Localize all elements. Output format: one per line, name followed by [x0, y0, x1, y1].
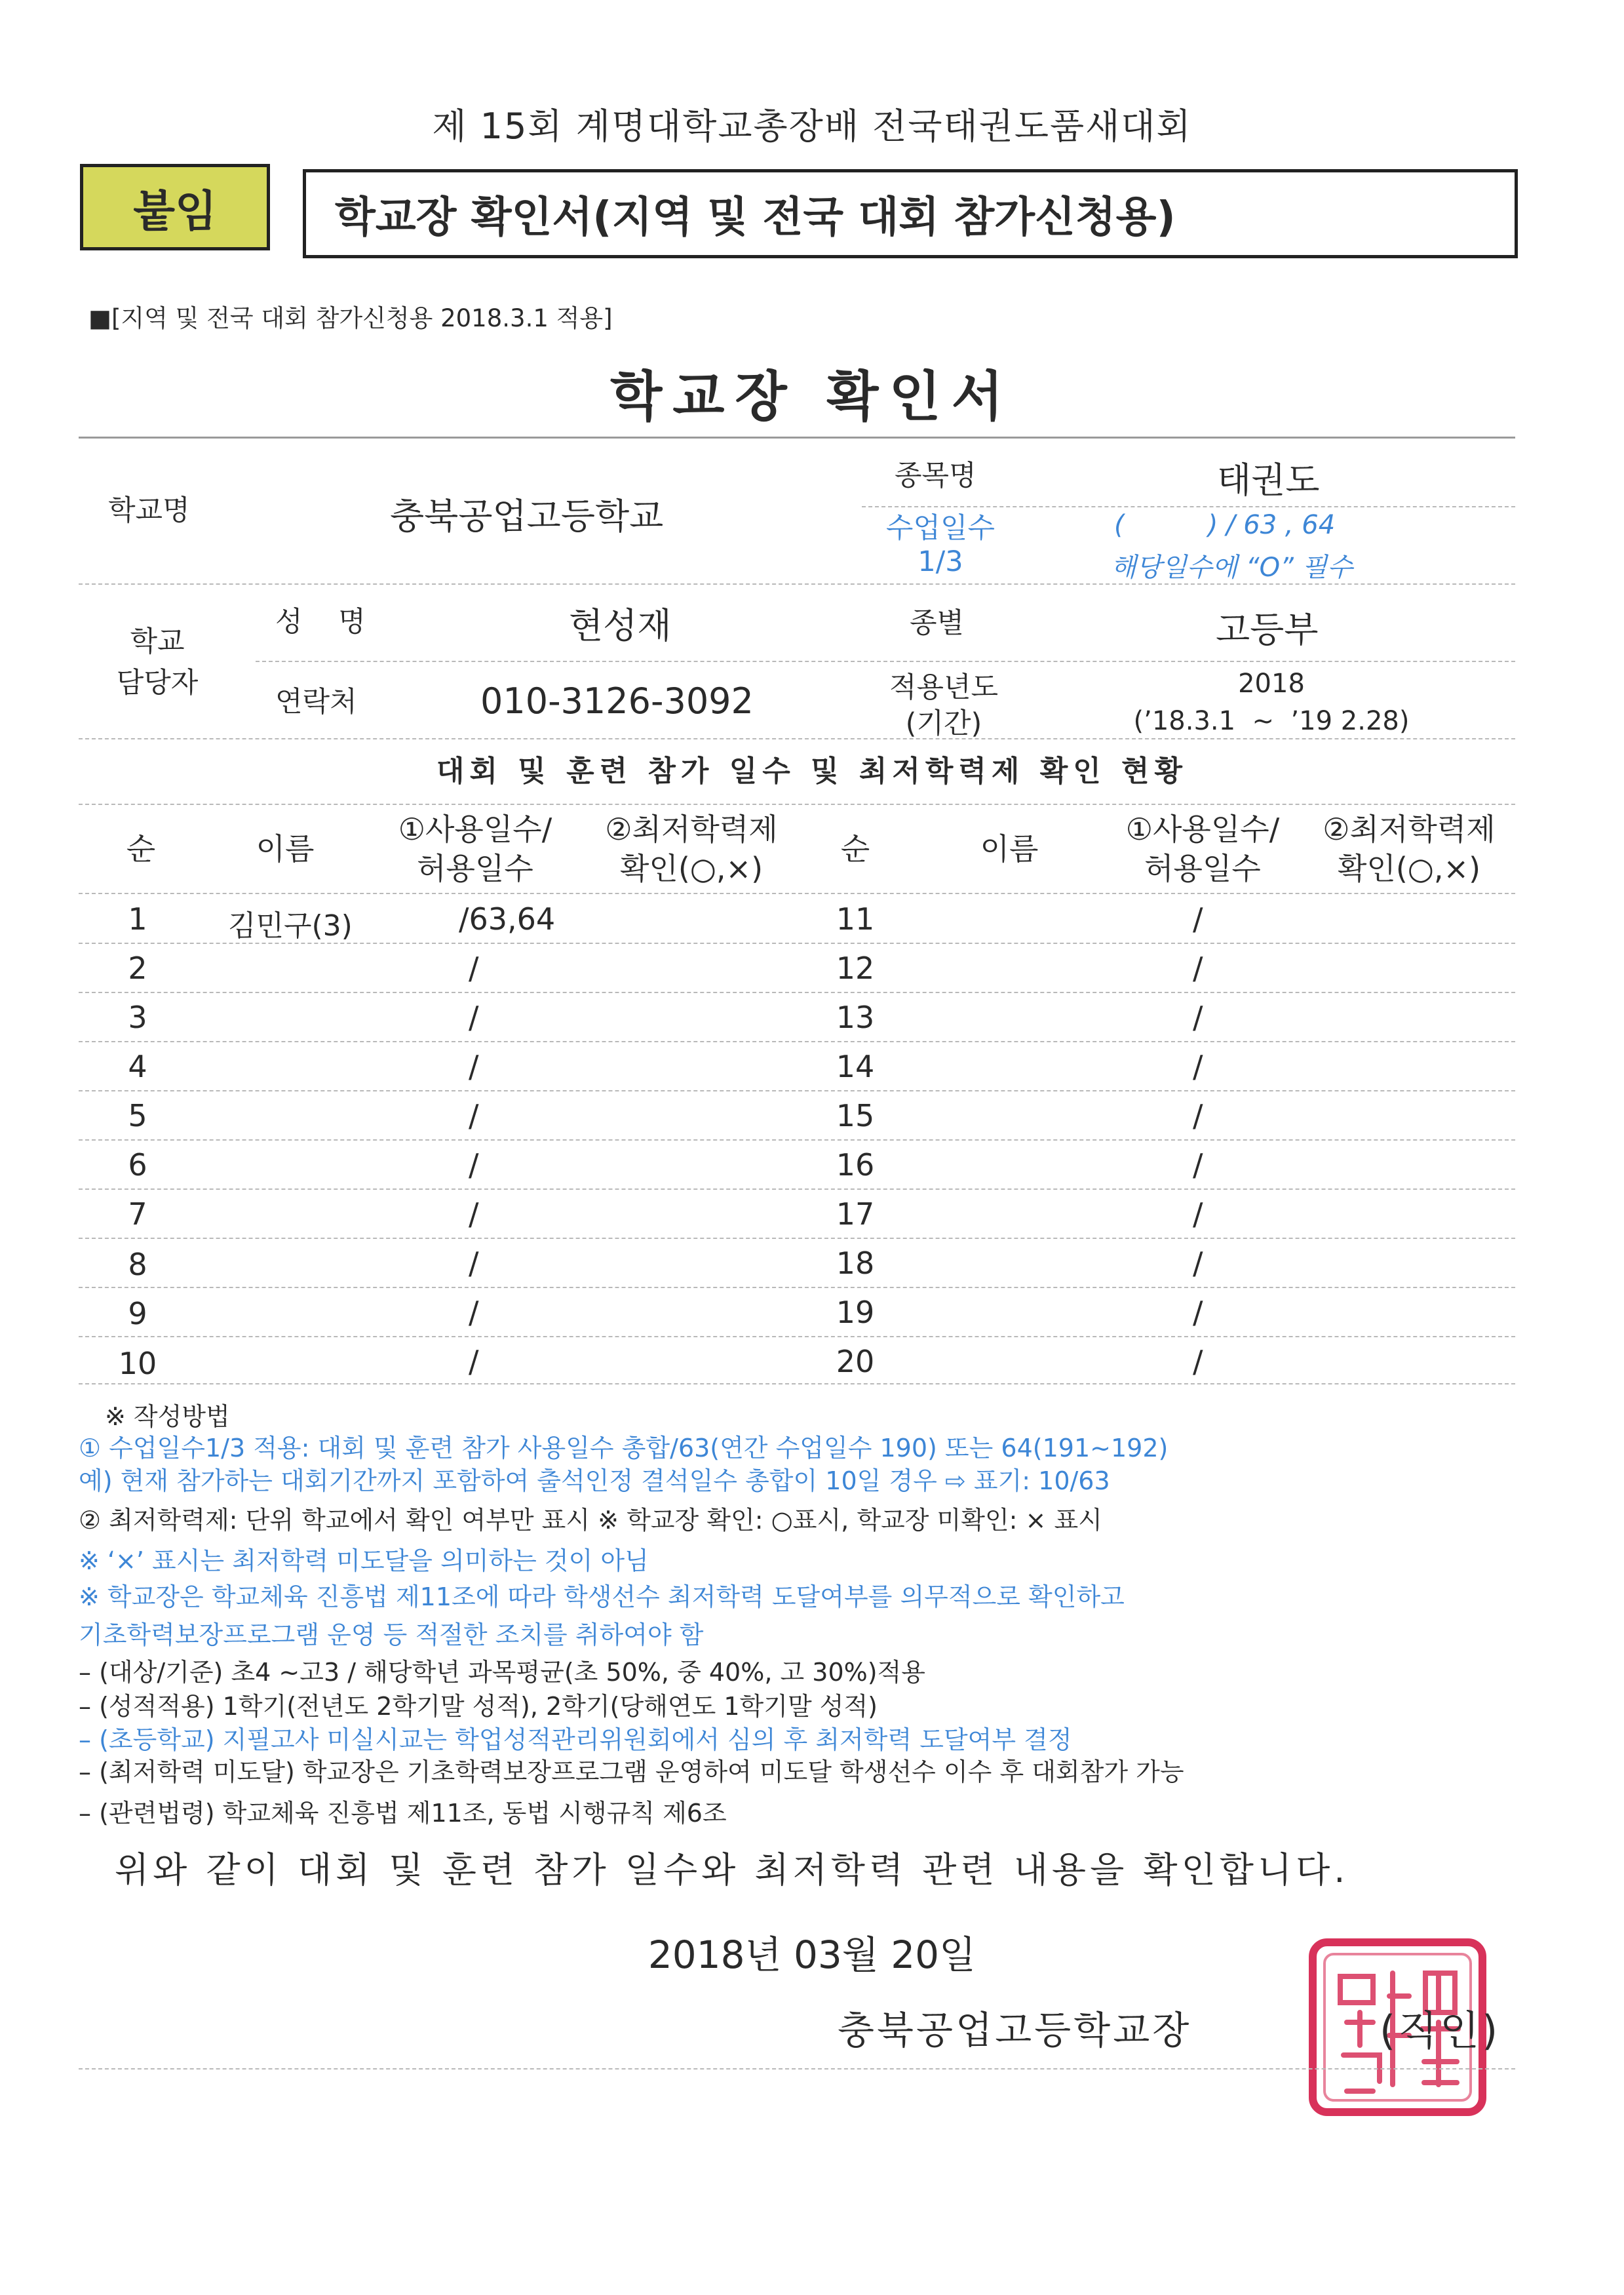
divider	[256, 661, 1515, 662]
sport-value: 태권도	[1217, 460, 1320, 501]
row-days: /	[469, 1344, 479, 1379]
school-name-label: 학교명	[108, 494, 190, 527]
row-no: 14	[836, 1049, 875, 1084]
row-days: /	[1193, 951, 1203, 986]
row-no: 6	[128, 1147, 147, 1183]
row-days: /	[1193, 1295, 1203, 1330]
banner-title: 학교장 확인서(지역 및 전국 대회 참가신청용)	[303, 169, 1518, 258]
instructions-heading: ※ 작성방법	[105, 1402, 230, 1431]
staff-label: 학교	[130, 625, 185, 658]
row-no: 13	[836, 1000, 875, 1035]
instruction-line: ※ ‘×’ 표시는 최저학력 미도달을 의미하는 것이 아님	[79, 1546, 649, 1575]
divider	[79, 804, 1515, 805]
divider	[79, 1238, 1515, 1239]
row-no: 15	[836, 1098, 875, 1133]
school-name-value: 충북공업고등학교	[390, 496, 664, 537]
class-days-note: 해당일수에 “O” 필수	[1111, 553, 1353, 583]
division-value: 고등부	[1216, 609, 1319, 650]
row-days: /	[469, 1196, 479, 1232]
event-title: 제 15회 계명대학교총장배 전국태권도품새대회	[432, 106, 1192, 147]
instruction-line: ※ 학교장은 학교체육 진흥법 제11조에 따라 학생선수 최저학력 도달여부를 의무적으로 확인하고	[79, 1582, 1125, 1611]
col-header-days: ①사용일수/	[398, 812, 552, 847]
divider	[79, 2068, 1515, 2069]
row-no: 17	[836, 1196, 875, 1232]
row-no: 19	[836, 1295, 875, 1330]
instruction-line: – (성적적용) 1학기(전년도 2학기말 성적), 2학기(당해연도 1학기말 성적)	[79, 1692, 878, 1721]
row-days: /	[469, 1246, 479, 1281]
year-period: (’18.3.1 ~ ’19 2.28)	[1133, 706, 1410, 736]
col-header-days-right-2: 허용일수	[1144, 851, 1261, 886]
divider	[79, 1383, 1515, 1384]
col-header-no-right: 순	[840, 831, 870, 867]
col-header-days-right: ①사용일수/	[1125, 812, 1280, 847]
row-no: 3	[128, 1000, 147, 1035]
row-days: /	[1193, 1196, 1203, 1232]
year-label-2: (기간)	[905, 707, 982, 740]
usage-table-title: 대회 및 훈련 참가 일수 및 최저학력제 확인 현황	[436, 755, 1188, 788]
year-value: 2018	[1238, 669, 1305, 699]
divider	[79, 1336, 1515, 1337]
row-no: 16	[836, 1147, 875, 1183]
row-no: 18	[836, 1246, 875, 1281]
instruction-line: – (대상/기준) 초4 ~고3 / 해당학년 과목평균(초 50%, 중 40%, 고 30%)적용	[79, 1658, 925, 1687]
contact-label: 연락처	[275, 686, 357, 718]
confirmation-statement: 위와 같이 대회 및 훈련 참가 일수와 최저학력 관련 내용을 확인합니다.	[115, 1849, 1349, 1891]
row-no: 9	[128, 1296, 147, 1331]
divider	[79, 1090, 1515, 1091]
row-days: /	[1193, 1098, 1203, 1133]
row-no: 12	[836, 951, 875, 986]
row-days: /	[1193, 901, 1203, 937]
row-days: /	[1193, 1344, 1203, 1379]
sport-label: 종목명	[895, 460, 976, 492]
staff-label-2: 담당자	[116, 667, 199, 699]
divider	[79, 1041, 1515, 1042]
instruction-line: 기초학력보장프로그램 운영 등 적절한 조치를 취하여야 함	[79, 1620, 704, 1649]
row-days: /	[469, 1098, 479, 1133]
rule-note: ■[지역 및 전국 대회 참가신청용 2018.3.1 적용]	[88, 304, 613, 332]
col-header-name-right: 이름	[980, 831, 1039, 867]
principal-signature-line: 충북공업고등학교장	[838, 2008, 1192, 2052]
instruction-line: – (최저학력 미도달) 학교장은 기초학력보장프로그램 운영하여 미도달 학생선수 이수 후 대회참가 가능	[79, 1757, 1184, 1786]
document-title: 학교장 확인서	[610, 366, 1014, 428]
row-days: /	[469, 951, 479, 986]
col-header-check-right-2: 확인(○,×)	[1337, 851, 1481, 886]
divider	[79, 1139, 1515, 1141]
divider	[79, 893, 1515, 894]
year-label: 적용년도	[889, 671, 999, 704]
division-label: 종별	[910, 607, 965, 640]
class-days-label: 수업일수	[885, 512, 996, 545]
instruction-line: ② 최저학력제: 단위 학교에서 확인 여부만 표시 ※ 학교장 확인: ○표시, 학교장 미확인: × 표시	[79, 1506, 1102, 1535]
row-no: 11	[836, 901, 875, 937]
col-header-check: ②최저학력제	[605, 812, 778, 847]
col-header-days-2: 허용일수	[417, 851, 533, 886]
issue-date: 2018년 03월 20일	[648, 1932, 976, 1977]
attachment-badge: 붙임	[80, 164, 270, 250]
instruction-line: ① 수업일수1/3 적용: 대회 및 훈련 참가 사용일수 총합/63(연간 수업일수 190) 또는 64(191~192)	[79, 1434, 1169, 1462]
row-days: /63,64	[459, 901, 556, 937]
row-days: /	[469, 1049, 479, 1084]
col-header-no: 순	[126, 831, 156, 867]
row-days: /	[1193, 1246, 1203, 1281]
row-days: /	[469, 1147, 479, 1183]
divider	[79, 1188, 1515, 1190]
instruction-line: 예) 현재 참가하는 대회기간까지 포함하여 출석인정 결석일수 총합이 10일 경우 ⇨ 표기: 10/63	[79, 1466, 1110, 1495]
divider	[79, 738, 1515, 739]
row-no: 8	[128, 1247, 147, 1282]
row-days: /	[1193, 1000, 1203, 1035]
contact-value: 010-3126-3092	[480, 680, 754, 722]
row-name: 김민구(3)	[228, 909, 353, 943]
row-no: 2	[128, 951, 147, 986]
row-days: /	[469, 1000, 479, 1035]
class-days-fraction: 1/3	[918, 545, 963, 578]
col-header-check-right: ②최저학력제	[1323, 812, 1496, 847]
divider	[79, 992, 1515, 993]
row-no: 1	[128, 901, 147, 937]
seal-label: (직인)	[1380, 2007, 1501, 2054]
row-no: 10	[118, 1346, 157, 1381]
col-header-name: 이름	[256, 831, 315, 867]
row-days: /	[469, 1295, 479, 1330]
row-no: 5	[128, 1098, 147, 1133]
staff-name-label: 성 명	[275, 606, 366, 638]
row-no: 20	[836, 1344, 875, 1379]
row-days: /	[1193, 1147, 1203, 1183]
row-no: 7	[128, 1196, 147, 1232]
row-no: 4	[128, 1049, 147, 1084]
divider	[79, 437, 1515, 439]
staff-name-value: 현성재	[569, 605, 672, 646]
instruction-line: – (초등학교) 지필고사 미실시교는 학업성적관리위원회에서 심의 후 최저학력 도달여부 결정	[79, 1725, 1072, 1754]
row-days: /	[1193, 1049, 1203, 1084]
instruction-line: – (관련법령) 학교체육 진흥법 제11조, 동법 시행규칙 제6조	[79, 1799, 727, 1828]
divider	[79, 1287, 1515, 1288]
col-header-check-2: 확인(○,×)	[619, 851, 764, 886]
class-days-value: ( ) / 63 , 64	[1114, 510, 1336, 540]
